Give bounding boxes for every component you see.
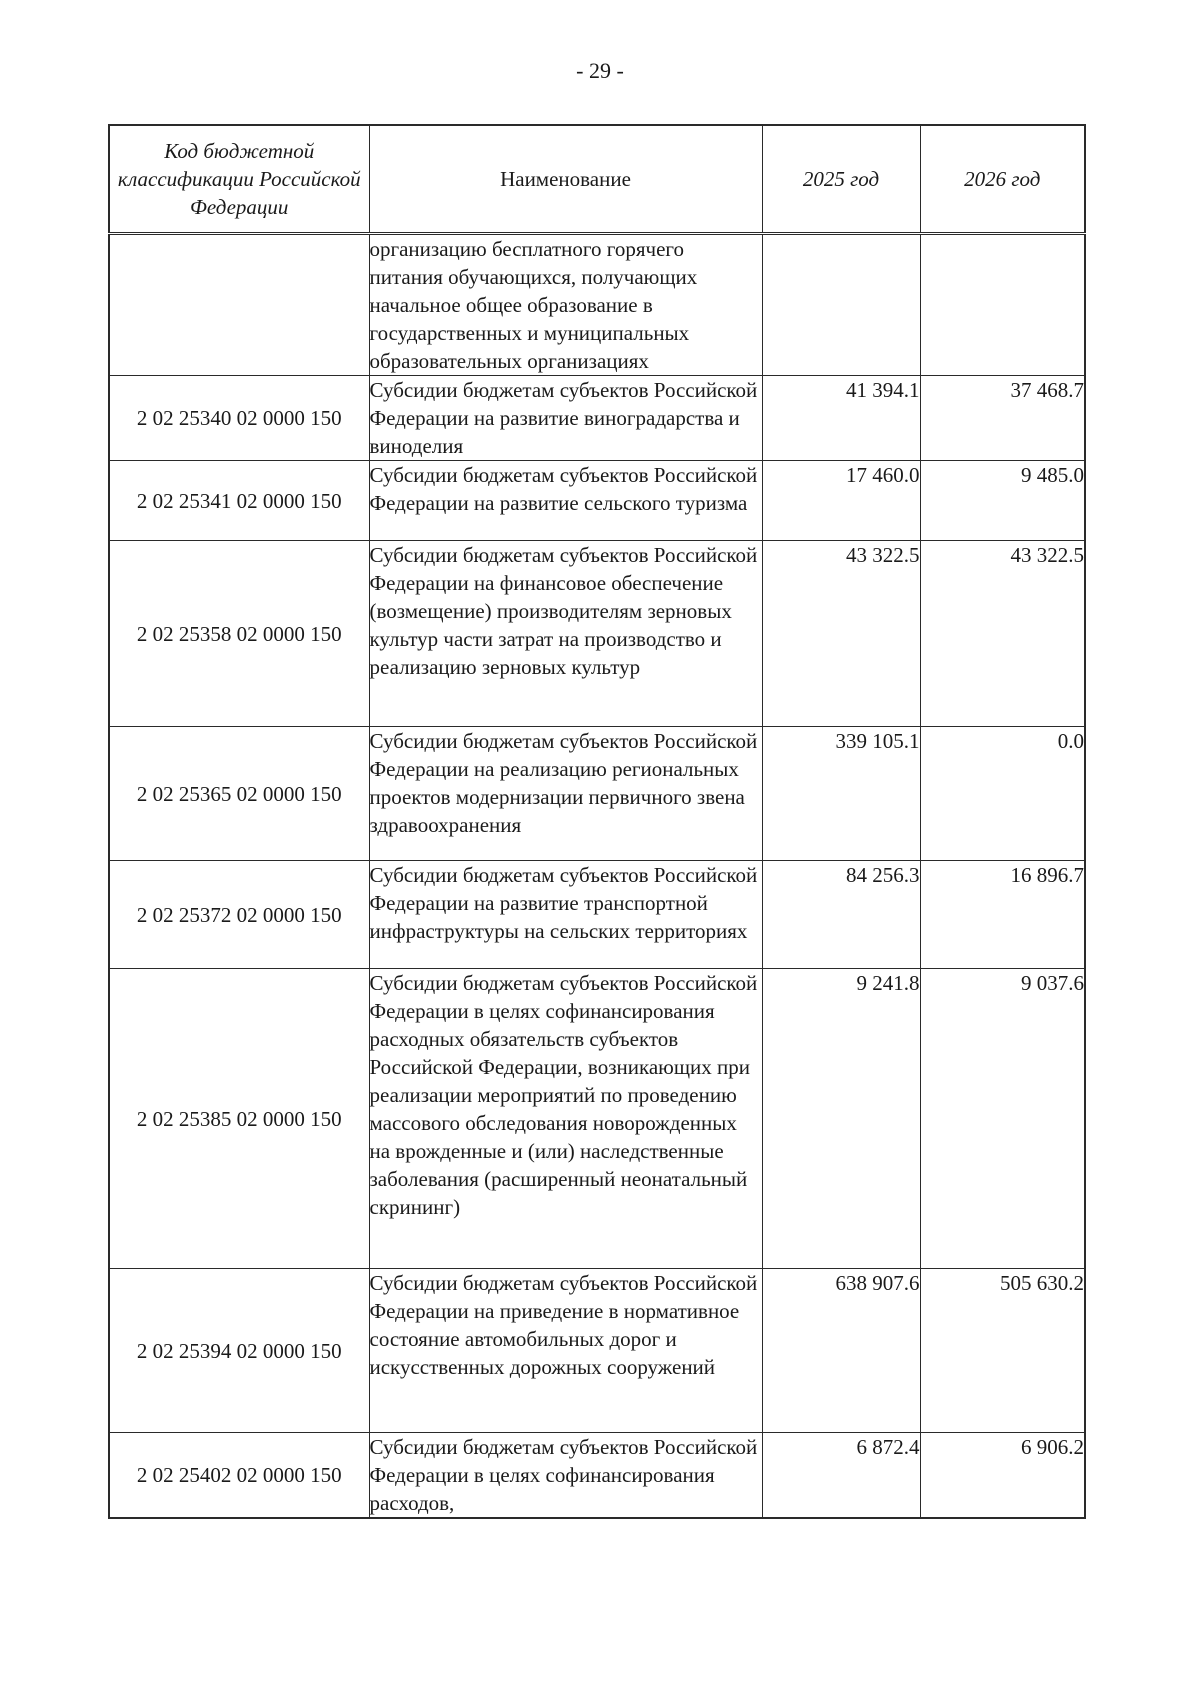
budget-table (108, 124, 1086, 1519)
row-value-2026: 0.0 (920, 727, 1085, 861)
row-code: 2 02 25358 02 0000 150 (109, 541, 369, 727)
row-value-2026: 9 037.6 (920, 969, 1085, 1269)
row-code: 2 02 25372 02 0000 150 (109, 861, 369, 969)
row-value-2025: 9 241.8 (762, 969, 920, 1269)
row-value-2026: 16 896.7 (920, 861, 1085, 969)
row-value-2025: 17 460.0 (762, 461, 920, 541)
table-row (109, 969, 1085, 1269)
row-name: Субсидии бюджетам субъектов Российской Федерации на развитие виноградарства и виноделия (369, 376, 762, 461)
header-2025: 2025 год (762, 125, 920, 234)
row-name: Субсидии бюджетам субъектов Российской Федерации в целях софинансирования расходов, (369, 1433, 762, 1519)
page-number: - 29 - (576, 58, 624, 83)
row-name: Субсидии бюджетам субъектов Российской Федерации на приведение в нормативное состояние автомобильных дорог и искусственных дорожных сооружений (369, 1269, 762, 1433)
row-code: 2 02 25340 02 0000 150 (109, 376, 369, 461)
row-name: Субсидии бюджетам субъектов Российской Федерации на реализацию региональных проектов модернизации первичного звена здравоохранения (369, 727, 762, 861)
row-value-2026: 505 630.2 (920, 1269, 1085, 1433)
row-value-2025 (762, 234, 920, 376)
row-value-2025: 43 322.5 (762, 541, 920, 727)
table-row (109, 376, 1085, 461)
row-code: 2 02 25365 02 0000 150 (109, 727, 369, 861)
header-code: Код бюджетной классификации Российской Федерации (109, 125, 369, 234)
row-code: 2 02 25402 02 0000 150 (109, 1433, 369, 1519)
row-value-2025: 6 872.4 (762, 1433, 920, 1519)
row-value-2025: 84 256.3 (762, 861, 920, 969)
row-code (109, 234, 369, 376)
row-name: Субсидии бюджетам субъектов Российской Федерации на развитие сельского туризма (369, 461, 762, 541)
row-code: 2 02 25394 02 0000 150 (109, 1269, 369, 1433)
row-value-2026: 43 322.5 (920, 541, 1085, 727)
row-value-2025: 339 105.1 (762, 727, 920, 861)
table-row (109, 1433, 1085, 1519)
row-value-2026: 6 906.2 (920, 1433, 1085, 1519)
row-code: 2 02 25341 02 0000 150 (109, 461, 369, 541)
row-value-2025: 41 394.1 (762, 376, 920, 461)
row-name: Субсидии бюджетам субъектов Российской Федерации на финансовое обеспечение (возмещение) производителям зерновых культур части затрат на производство и реализацию зерновых культур (369, 541, 762, 727)
row-name: Субсидии бюджетам субъектов Российской Федерации в целях софинансирования расходных обязательств субъектов Российской Федерации, возникающих при реализации мероприятий по проведению массового обследования новорожденных на врожденные и (или) наследственные заболевания (расширенный неонатальный скрининг) (369, 969, 762, 1269)
table-row (109, 234, 1085, 376)
header-2026: 2026 год (920, 125, 1085, 234)
row-value-2026 (920, 234, 1085, 376)
row-value-2026: 9 485.0 (920, 461, 1085, 541)
row-name: организацию бесплатного горячего питания обучающихся, получающих начальное общее образование в государственных и муниципальных образовательных организациях (369, 234, 762, 376)
table-row (109, 541, 1085, 727)
header-name: Наименование (369, 125, 762, 234)
table-header-row (109, 125, 1085, 234)
row-name: Субсидии бюджетам субъектов Российской Федерации на развитие транспортной инфраструктуры на сельских территориях (369, 861, 762, 969)
table-row (109, 461, 1085, 541)
table-row (109, 1269, 1085, 1433)
row-value-2026: 37 468.7 (920, 376, 1085, 461)
table-row (109, 727, 1085, 861)
table-row (109, 861, 1085, 969)
row-code: 2 02 25385 02 0000 150 (109, 969, 369, 1269)
row-value-2025: 638 907.6 (762, 1269, 920, 1433)
